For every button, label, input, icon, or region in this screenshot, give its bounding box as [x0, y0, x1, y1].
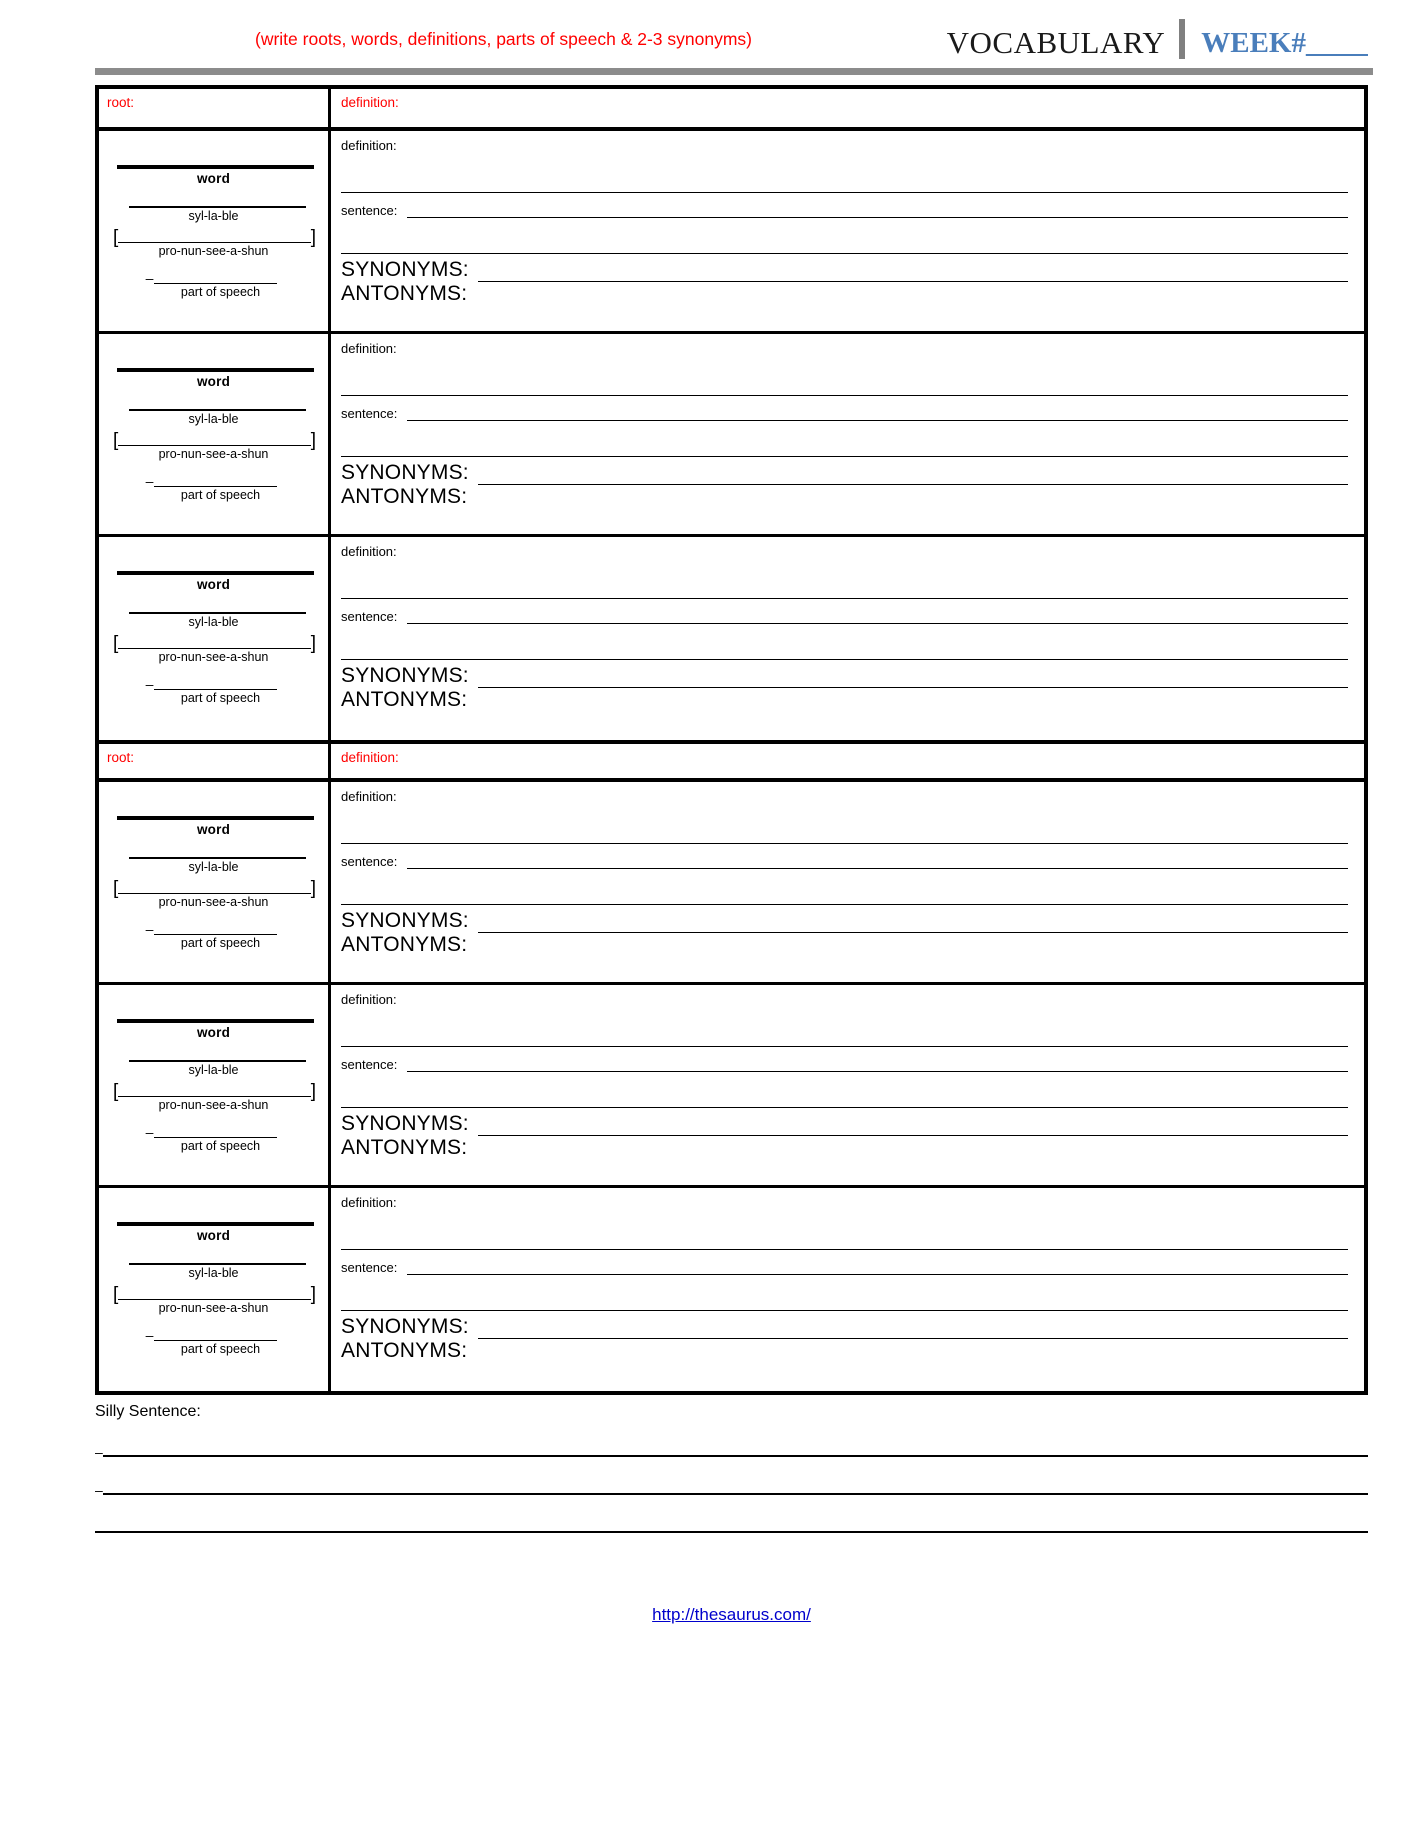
- header-instruction: (write roots, words, definitions, parts of speech & 2-3 synonyms): [255, 29, 753, 49]
- bracket-close-icon: ]: [310, 1081, 316, 1102]
- synonyms-field[interactable]: [341, 664, 1352, 688]
- definition-label: definition:: [341, 138, 397, 153]
- sentence-write-line[interactable]: [407, 1262, 1348, 1275]
- pronunciation-caption: pro-nun-see-a-shun: [158, 447, 269, 461]
- synonyms-field[interactable]: [341, 1112, 1352, 1136]
- pronunciation-field[interactable]: [113, 430, 316, 451]
- part-of-speech-caption: part of speech: [180, 936, 261, 950]
- syllable-caption: syl-la-ble: [188, 1063, 239, 1077]
- antonyms-field[interactable]: [341, 485, 1352, 509]
- synonyms-label: SYNONYMS:: [341, 1112, 469, 1135]
- pronunciation-caption: pro-nun-see-a-shun: [158, 1301, 269, 1315]
- word-entry-row: [99, 1188, 1364, 1391]
- word-cell[interactable]: [99, 1188, 331, 1391]
- word-write-line[interactable]: [117, 571, 314, 575]
- silly-sentence-write-line[interactable]: [95, 1523, 1368, 1533]
- bracket-open-icon: [: [113, 227, 119, 248]
- synonyms-field[interactable]: [341, 1315, 1352, 1339]
- definition-write-line[interactable]: [341, 1007, 1348, 1047]
- sentence-label: sentence:: [341, 1260, 398, 1275]
- vocabulary-table: [95, 85, 1368, 1395]
- definition-cell[interactable]: [331, 131, 1364, 331]
- word-write-line[interactable]: [117, 368, 314, 372]
- word-caption: word: [196, 1025, 231, 1040]
- sentence-field[interactable]: [341, 406, 1352, 421]
- dash-icon: –: [95, 1444, 103, 1460]
- definition-label: definition:: [341, 789, 397, 804]
- word-caption: word: [196, 171, 231, 186]
- part-of-speech-field[interactable]: [99, 1125, 328, 1138]
- word-write-line[interactable]: [117, 165, 314, 169]
- dash-icon: –: [95, 1482, 103, 1498]
- part-of-speech-field[interactable]: [99, 922, 328, 935]
- pronunciation-field[interactable]: [113, 227, 316, 248]
- dash-icon: –: [145, 676, 154, 692]
- antonyms-field[interactable]: [341, 933, 1352, 957]
- root-header-row: [99, 89, 1364, 131]
- definition-write-line[interactable]: [341, 153, 1348, 193]
- sentence-field[interactable]: [341, 854, 1352, 869]
- definition-label: definition:: [341, 1195, 397, 1210]
- pronunciation-caption: pro-nun-see-a-shun: [158, 244, 269, 258]
- word-entry-row: [99, 537, 1364, 740]
- bracket-open-icon: [: [113, 1081, 119, 1102]
- synonyms-label: SYNONYMS:: [341, 461, 469, 484]
- antonyms-label: ANTONYMS:: [341, 484, 468, 508]
- root-label: root:: [107, 750, 135, 765]
- page-header: [0, 0, 1428, 62]
- sentence-write-line-2[interactable]: [341, 421, 1348, 457]
- sentence-write-line-2[interactable]: [341, 218, 1348, 254]
- syllable-write-line[interactable]: [129, 1060, 306, 1062]
- synonyms-write-line[interactable]: [478, 671, 1348, 688]
- antonyms-label: ANTONYMS:: [341, 687, 468, 711]
- pronunciation-field[interactable]: [113, 633, 316, 654]
- word-cell[interactable]: [99, 537, 331, 740]
- syllable-write-line[interactable]: [129, 409, 306, 411]
- header-gray-bar: [95, 68, 1373, 75]
- word-caption: word: [196, 577, 231, 592]
- sentence-write-line[interactable]: [407, 856, 1348, 869]
- dash-icon: –: [145, 921, 154, 937]
- part-of-speech-caption: part of speech: [180, 1342, 261, 1356]
- sentence-label: sentence:: [341, 854, 398, 869]
- pronunciation-write-line[interactable]: [118, 635, 310, 649]
- syllable-write-line[interactable]: [129, 612, 306, 614]
- definition-cell[interactable]: [331, 537, 1364, 740]
- root-definition-cell[interactable]: [331, 744, 1364, 778]
- part-of-speech-field[interactable]: [99, 677, 328, 690]
- synonyms-label: SYNONYMS:: [341, 1315, 469, 1338]
- dash-icon: –: [145, 473, 154, 489]
- syllable-caption: syl-la-ble: [188, 860, 239, 874]
- antonyms-label: ANTONYMS:: [341, 1135, 468, 1159]
- week-number-field[interactable]: [1185, 29, 1368, 58]
- synonyms-label: SYNONYMS:: [341, 258, 469, 281]
- synonyms-label: SYNONYMS:: [341, 664, 469, 687]
- dash-icon: –: [145, 1327, 154, 1343]
- synonyms-field[interactable]: [341, 461, 1352, 485]
- part-of-speech-caption: part of speech: [180, 691, 261, 705]
- bracket-open-icon: [: [113, 1284, 119, 1305]
- pronunciation-field[interactable]: [113, 878, 316, 899]
- part-of-speech-write-line[interactable]: [154, 922, 277, 935]
- part-of-speech-field[interactable]: [99, 474, 328, 487]
- sentence-label: sentence:: [341, 1057, 398, 1072]
- part-of-speech-caption: part of speech: [180, 1139, 261, 1153]
- bracket-open-icon: [: [113, 430, 119, 451]
- vocabulary-table-inner: [98, 88, 1365, 1392]
- antonyms-field[interactable]: [341, 1136, 1352, 1160]
- syllable-write-line[interactable]: [129, 1263, 306, 1265]
- pronunciation-caption: pro-nun-see-a-shun: [158, 650, 269, 664]
- sentence-write-line-2[interactable]: [341, 1275, 1348, 1311]
- syllable-caption: syl-la-ble: [188, 1266, 239, 1280]
- silly-sentence-write-line[interactable]: [103, 1485, 1368, 1495]
- root-definition-label: definition:: [341, 750, 399, 765]
- silly-sentence-write-line[interactable]: [103, 1447, 1368, 1457]
- bracket-close-icon: ]: [310, 878, 316, 899]
- part-of-speech-write-line[interactable]: [154, 1125, 277, 1138]
- antonyms-label: ANTONYMS:: [341, 281, 468, 305]
- part-of-speech-field[interactable]: [99, 271, 328, 284]
- root-definition-label: definition:: [341, 95, 399, 110]
- sentence-write-line[interactable]: [407, 408, 1348, 421]
- bracket-close-icon: ]: [310, 430, 316, 451]
- definition-cell[interactable]: [331, 334, 1364, 534]
- part-of-speech-caption: part of speech: [180, 285, 261, 299]
- header-title-group: [947, 19, 1368, 58]
- pronunciation-write-line[interactable]: [118, 1083, 310, 1097]
- synonyms-label: SYNONYMS:: [341, 909, 469, 932]
- silly-sentence-line-1[interactable]: [95, 1444, 1368, 1460]
- silly-sentence-line-2[interactable]: [95, 1482, 1368, 1498]
- syllable-caption: syl-la-ble: [188, 412, 239, 426]
- page-footer: [95, 1403, 1368, 1625]
- sentence-write-line[interactable]: [407, 1059, 1348, 1072]
- word-entry-row: [99, 782, 1364, 985]
- definition-label: definition:: [341, 341, 397, 356]
- sentence-write-line[interactable]: [407, 611, 1348, 624]
- antonyms-label: ANTONYMS:: [341, 932, 468, 956]
- word-entry-row: [99, 131, 1364, 334]
- part-of-speech-write-line[interactable]: [154, 271, 277, 284]
- pronunciation-write-line[interactable]: [118, 1286, 310, 1300]
- word-caption: word: [196, 374, 231, 389]
- definition-write-line[interactable]: [341, 1210, 1348, 1250]
- pronunciation-caption: pro-nun-see-a-shun: [158, 895, 269, 909]
- bracket-close-icon: ]: [310, 227, 316, 248]
- antonyms-field[interactable]: [341, 1339, 1352, 1363]
- pronunciation-field[interactable]: [113, 1081, 316, 1102]
- synonyms-write-line[interactable]: [478, 468, 1348, 485]
- word-write-line[interactable]: [117, 1222, 314, 1226]
- sentence-write-line-2[interactable]: [341, 1072, 1348, 1108]
- definition-write-line[interactable]: [341, 804, 1348, 844]
- syllable-caption: syl-la-ble: [188, 615, 239, 629]
- synonyms-field[interactable]: [341, 909, 1352, 933]
- definition-label: definition:: [341, 544, 397, 559]
- word-cell[interactable]: [99, 782, 331, 982]
- bracket-close-icon: ]: [310, 1284, 316, 1305]
- part-of-speech-caption: part of speech: [180, 488, 261, 502]
- silly-sentence-label: Silly Sentence:: [95, 1403, 201, 1420]
- part-of-speech-write-line[interactable]: [154, 1328, 277, 1341]
- syllable-caption: syl-la-ble: [188, 209, 239, 223]
- week-label: WEEK#: [1201, 27, 1306, 59]
- definition-cell[interactable]: [331, 782, 1364, 982]
- antonyms-field[interactable]: [341, 282, 1352, 306]
- sentence-write-line[interactable]: [407, 205, 1348, 218]
- pronunciation-caption: pro-nun-see-a-shun: [158, 1098, 269, 1112]
- word-cell[interactable]: [99, 334, 331, 534]
- footer-link-wrap: [95, 1605, 1368, 1625]
- definition-cell[interactable]: [331, 1188, 1364, 1391]
- antonyms-label: ANTONYMS:: [341, 1338, 468, 1362]
- thesaurus-link[interactable]: http://thesaurus.com/: [652, 1605, 811, 1624]
- silly-sentence-line-3[interactable]: [95, 1523, 1368, 1533]
- sentence-label: sentence:: [341, 609, 398, 624]
- synonyms-write-line[interactable]: [478, 1322, 1348, 1339]
- synonyms-field[interactable]: [341, 258, 1352, 282]
- root-cell[interactable]: [99, 744, 331, 778]
- syllable-write-line[interactable]: [129, 206, 306, 208]
- syllable-write-line[interactable]: [129, 857, 306, 859]
- word-write-line[interactable]: [117, 816, 314, 820]
- sentence-field[interactable]: [341, 1057, 1352, 1072]
- word-entry-row: [99, 334, 1364, 537]
- root-header-row: [99, 740, 1364, 782]
- dash-icon: –: [145, 270, 154, 286]
- part-of-speech-write-line[interactable]: [154, 474, 277, 487]
- definition-write-line[interactable]: [341, 559, 1348, 599]
- sentence-field[interactable]: [341, 609, 1352, 624]
- sentence-label: sentence:: [341, 406, 398, 421]
- pronunciation-write-line[interactable]: [118, 432, 310, 446]
- definition-cell[interactable]: [331, 985, 1364, 1185]
- word-cell[interactable]: [99, 985, 331, 1185]
- definition-label: definition:: [341, 992, 397, 1007]
- word-write-line[interactable]: [117, 1019, 314, 1023]
- word-caption: word: [196, 1228, 231, 1243]
- synonyms-write-line[interactable]: [478, 265, 1348, 282]
- pronunciation-write-line[interactable]: [118, 229, 310, 243]
- dash-icon: –: [145, 1124, 154, 1140]
- definition-write-line[interactable]: [341, 356, 1348, 396]
- part-of-speech-write-line[interactable]: [154, 677, 277, 690]
- root-definition-cell[interactable]: [331, 89, 1364, 127]
- part-of-speech-field[interactable]: [99, 1328, 328, 1341]
- antonyms-field[interactable]: [341, 688, 1352, 712]
- word-entry-row: [99, 985, 1364, 1188]
- sentence-field[interactable]: [341, 1260, 1352, 1275]
- synonyms-write-line[interactable]: [478, 1119, 1348, 1136]
- root-cell[interactable]: [99, 89, 331, 127]
- sentence-write-line-2[interactable]: [341, 624, 1348, 660]
- word-caption: word: [196, 822, 231, 837]
- bracket-open-icon: [: [113, 878, 119, 899]
- synonyms-write-line[interactable]: [478, 916, 1348, 933]
- root-label: root:: [107, 95, 135, 110]
- pronunciation-write-line[interactable]: [118, 880, 310, 894]
- sentence-write-line-2[interactable]: [341, 869, 1348, 905]
- week-blank[interactable]: ____: [1306, 27, 1368, 59]
- page-title: VOCABULARY: [946, 25, 1166, 60]
- bracket-close-icon: ]: [310, 633, 316, 654]
- pronunciation-field[interactable]: [113, 1284, 316, 1305]
- bracket-open-icon: [: [113, 633, 119, 654]
- sentence-field[interactable]: [341, 203, 1352, 218]
- sentence-label: sentence:: [341, 203, 398, 218]
- word-cell[interactable]: [99, 131, 331, 331]
